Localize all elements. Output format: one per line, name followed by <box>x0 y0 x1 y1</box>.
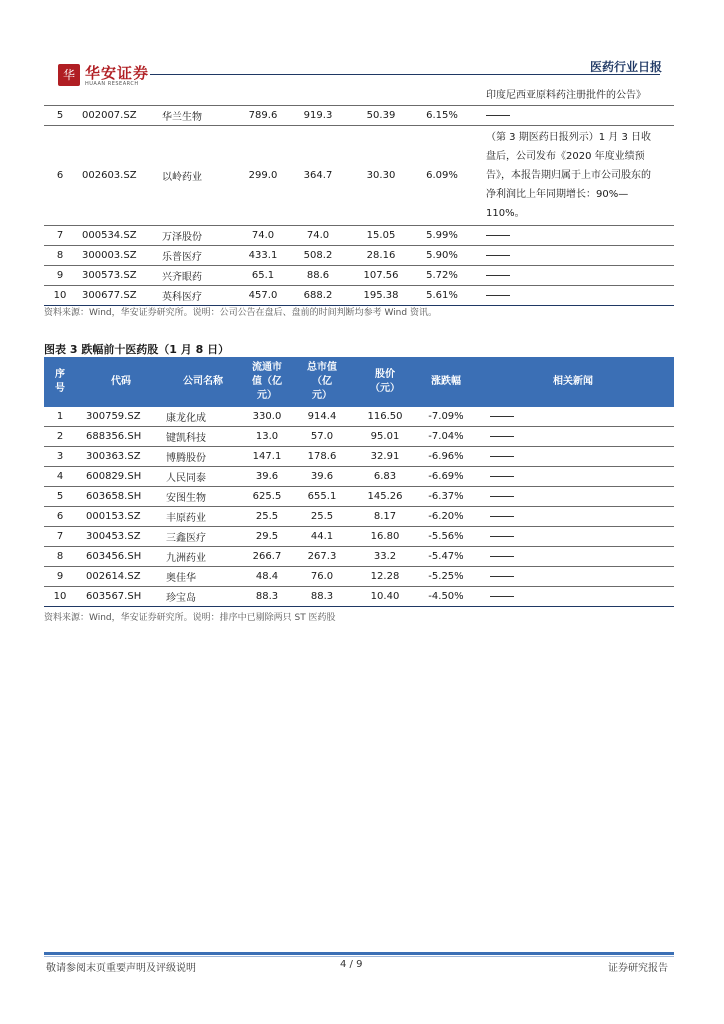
news-cell <box>472 507 674 527</box>
total-cap: 178.6 <box>307 451 337 462</box>
price: 10.40 <box>370 591 400 602</box>
table-row <box>44 126 674 226</box>
company-name: 三鑫医疗 <box>166 533 206 544</box>
stock-code: 300453.SZ <box>86 531 141 542</box>
news-cell <box>472 567 674 587</box>
change-pct: -7.04% <box>428 431 464 442</box>
float-cap: 88.3 <box>255 591 279 602</box>
price: 16.80 <box>370 531 400 542</box>
header-news: 相关新闻 <box>553 376 593 387</box>
page-number: 4 / 9 <box>340 959 363 970</box>
empty-news-dash <box>490 536 514 537</box>
change-pct: -5.47% <box>428 551 464 562</box>
news-cell <box>468 266 674 286</box>
table-row <box>44 507 674 527</box>
total-cap: 655.1 <box>307 491 337 502</box>
price: 15.05 <box>366 230 396 241</box>
news-line: 110%。 <box>486 208 525 219</box>
row-index: 6 <box>56 170 64 181</box>
empty-news-dash <box>490 516 514 517</box>
company-name: 以岭药业 <box>162 172 202 183</box>
header-name: 公司名称 <box>183 376 223 387</box>
change-pct: 5.90% <box>426 250 458 261</box>
table-row <box>44 487 674 507</box>
float-cap: 457.0 <box>248 290 278 301</box>
float-cap: 330.0 <box>252 411 282 422</box>
stock-code: 002603.SZ <box>82 170 137 181</box>
float-cap: 39.6 <box>255 471 279 482</box>
total-cap: 25.5 <box>310 511 334 522</box>
news-cell <box>468 126 674 226</box>
float-cap: 29.5 <box>255 531 279 542</box>
stock-code: 603567.SH <box>86 591 142 602</box>
change-pct: -6.37% <box>428 491 464 502</box>
change-pct: -7.09% <box>428 411 464 422</box>
company-name: 奥佳华 <box>166 573 196 584</box>
stock-code: 300759.SZ <box>86 411 141 422</box>
price: 95.01 <box>370 431 400 442</box>
table-row <box>44 587 674 607</box>
row-index: 6 <box>56 511 64 522</box>
row-index: 10 <box>53 591 67 602</box>
stock-code: 688356.SH <box>86 431 142 442</box>
price: 33.2 <box>373 551 397 562</box>
company-name: 华兰生物 <box>162 112 202 123</box>
row-index: 9 <box>56 270 64 281</box>
price: 12.28 <box>370 571 400 582</box>
table-row <box>44 547 674 567</box>
logo-subtext: HUAAN RESEARCH <box>85 81 139 87</box>
news-cell <box>472 587 674 607</box>
row-index: 5 <box>56 110 64 121</box>
empty-news-dash <box>490 556 514 557</box>
float-cap: 65.1 <box>251 270 275 281</box>
row-index: 7 <box>56 531 64 542</box>
logo-text: 华安证券 <box>85 64 150 82</box>
company-name: 珍宝岛 <box>166 593 196 604</box>
empty-news-dash <box>490 456 514 457</box>
row-index: 3 <box>56 451 64 462</box>
float-cap: 25.5 <box>255 511 279 522</box>
company-name: 九洲药业 <box>166 553 206 564</box>
stock-code: 300363.SZ <box>86 451 141 462</box>
row-index: 9 <box>56 571 64 582</box>
footer-divider-thin <box>44 956 674 957</box>
change-pct: 5.61% <box>426 290 458 301</box>
float-cap: 74.0 <box>251 230 275 241</box>
news-line: 净利润比上年同期增长：90%— <box>486 189 629 200</box>
total-cap: 57.0 <box>310 431 334 442</box>
empty-news-dash <box>490 596 514 597</box>
stock-code: 600829.SH <box>86 471 142 482</box>
total-cap: 364.7 <box>303 170 333 181</box>
change-pct: -5.25% <box>428 571 464 582</box>
price: 50.39 <box>366 110 396 121</box>
table-row <box>44 246 674 266</box>
header-float-cap: 流通市 值（亿 元） <box>252 362 282 401</box>
header-total-cap: 总市值 （亿 元） <box>307 362 337 401</box>
change-pct: 5.99% <box>426 230 458 241</box>
news-cell <box>472 547 674 567</box>
news-cell <box>472 447 674 467</box>
table-row <box>44 567 674 587</box>
table-row <box>44 266 674 286</box>
empty-news-dash <box>490 576 514 577</box>
news-line: （第 3 期医药日报列示）1 月 3 日收 <box>486 132 651 143</box>
float-cap: 147.1 <box>252 451 282 462</box>
float-cap: 48.4 <box>255 571 279 582</box>
header-price: 股价 （元） <box>370 369 400 394</box>
company-name: 康龙化成 <box>166 413 206 424</box>
row-index: 10 <box>53 290 67 301</box>
empty-news-dash <box>486 255 510 256</box>
news-cell <box>468 106 674 126</box>
company-name: 兴齐眼药 <box>162 272 202 283</box>
chart-title: 图表 3 跌幅前十医药股（1 月 8 日） <box>44 343 230 356</box>
table-row <box>44 286 674 306</box>
total-cap: 688.2 <box>303 290 333 301</box>
news-cell <box>472 487 674 507</box>
row-index: 2 <box>56 431 64 442</box>
table-row <box>44 427 674 447</box>
price: 32.91 <box>370 451 400 462</box>
logo-seal-icon: 华 <box>58 64 80 86</box>
stock-code: 000534.SZ <box>82 230 137 241</box>
change-pct: 6.15% <box>426 110 458 121</box>
gainers-table-continued <box>44 86 674 306</box>
news-cell <box>472 467 674 487</box>
news-cell <box>468 226 674 246</box>
footer-divider <box>44 952 674 955</box>
row-index: 1 <box>56 411 64 422</box>
total-cap: 508.2 <box>303 250 333 261</box>
company-name: 英科医疗 <box>162 292 202 303</box>
empty-news-dash <box>490 476 514 477</box>
news-cell <box>472 527 674 547</box>
total-cap: 919.3 <box>303 110 333 121</box>
float-cap: 789.6 <box>248 110 278 121</box>
total-cap: 76.0 <box>310 571 334 582</box>
price: 8.17 <box>373 511 397 522</box>
change-pct: -6.96% <box>428 451 464 462</box>
float-cap: 13.0 <box>255 431 279 442</box>
news-cell <box>468 286 674 306</box>
float-cap: 433.1 <box>248 250 278 261</box>
report-type-title: 医药行业日报 <box>589 60 662 74</box>
row-index: 4 <box>56 471 64 482</box>
float-cap: 625.5 <box>252 491 282 502</box>
price: 30.30 <box>366 170 396 181</box>
disclaimer-note: 敬请参阅末页重要声明及评级说明 <box>46 963 196 974</box>
news-cell <box>472 407 674 427</box>
news-cell <box>468 246 674 266</box>
company-name: 安图生物 <box>166 493 206 504</box>
empty-news-dash <box>486 295 510 296</box>
total-cap: 267.3 <box>307 551 337 562</box>
price: 195.38 <box>363 290 399 301</box>
price: 107.56 <box>363 270 399 281</box>
change-pct: -6.20% <box>428 511 464 522</box>
company-name: 丰原药业 <box>166 513 206 524</box>
change-pct: -4.50% <box>428 591 464 602</box>
header-idx: 序 号 <box>55 369 65 394</box>
company-name: 乐普医疗 <box>162 252 202 263</box>
empty-news-dash <box>486 115 510 116</box>
table-row <box>44 447 674 467</box>
total-cap: 88.6 <box>306 270 330 281</box>
source-note-2: 资料来源：Wind，华安证券研究所。说明：排序中已剔除两只 ST 医药股 <box>44 613 336 623</box>
row-index: 8 <box>56 551 64 562</box>
price: 6.83 <box>373 471 397 482</box>
empty-news-dash <box>490 496 514 497</box>
stock-code: 002007.SZ <box>82 110 137 121</box>
stock-code: 300573.SZ <box>82 270 137 281</box>
total-cap: 74.0 <box>306 230 330 241</box>
report-label: 证券研究报告 <box>608 963 668 974</box>
table-row <box>44 527 674 547</box>
price: 28.16 <box>366 250 396 261</box>
float-cap: 266.7 <box>252 551 282 562</box>
company-name: 键凯科技 <box>166 433 206 444</box>
total-cap: 914.4 <box>307 411 337 422</box>
stock-code: 300677.SZ <box>82 290 137 301</box>
price: 116.50 <box>367 411 403 422</box>
company-name: 万泽股份 <box>162 232 202 243</box>
total-cap: 39.6 <box>310 471 334 482</box>
price: 145.26 <box>367 491 403 502</box>
source-note: 资料来源：Wind，华安证券研究所。说明：公司公告在盘后、盘前的时间判断均参考 Wind 资讯。 <box>44 308 437 318</box>
table-row <box>44 226 674 246</box>
empty-news-dash <box>486 235 510 236</box>
row-index: 8 <box>56 250 64 261</box>
table-header-row <box>44 357 674 407</box>
change-pct: 5.72% <box>426 270 458 281</box>
news-cell: 印度尼西亚原料药注册批件的公告》 <box>486 90 646 101</box>
table-row <box>44 467 674 487</box>
losers-table <box>44 357 674 607</box>
stock-code: 002614.SZ <box>86 571 141 582</box>
total-cap: 88.3 <box>310 591 334 602</box>
table-row <box>44 86 674 106</box>
float-cap: 299.0 <box>248 170 278 181</box>
stock-code: 603658.SH <box>86 491 142 502</box>
company-name: 博腾股份 <box>166 453 206 464</box>
header-code: 代码 <box>111 376 131 387</box>
change-pct: -6.69% <box>428 471 464 482</box>
empty-news-dash <box>490 436 514 437</box>
empty-news-dash <box>490 416 514 417</box>
stock-code: 603456.SH <box>86 551 142 562</box>
header-change: 涨跌幅 <box>431 376 461 387</box>
total-cap: 44.1 <box>310 531 334 542</box>
change-pct: -5.56% <box>428 531 464 542</box>
company-name: 人民同泰 <box>166 473 206 484</box>
stock-code: 000153.SZ <box>86 511 141 522</box>
row-index: 7 <box>56 230 64 241</box>
news-cell <box>472 427 674 447</box>
change-pct: 6.09% <box>426 170 458 181</box>
row-index: 5 <box>56 491 64 502</box>
news-line: 盘后，公司发布《2020 年度业绩预 <box>486 151 645 162</box>
header-divider <box>150 74 660 75</box>
table-row <box>44 106 674 126</box>
empty-news-dash <box>486 275 510 276</box>
news-line: 告》，本报告期归属于上市公司股东的 <box>486 170 651 181</box>
stock-code: 300003.SZ <box>82 250 137 261</box>
table-row <box>44 407 674 427</box>
